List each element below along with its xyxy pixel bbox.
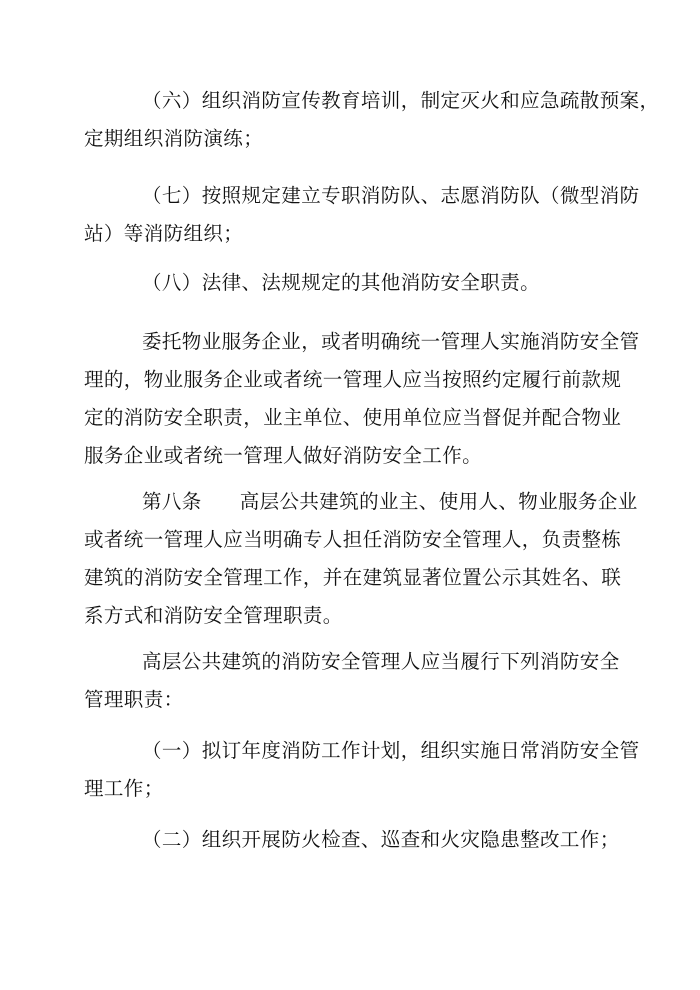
paragraph-manager-duties bbox=[84, 643, 620, 719]
text-line: 建筑的消防安全管理工作，并在建筑显著位置公示其姓名、联 bbox=[84, 566, 622, 589]
text-line: 或者统一管理人应当明确专人担任消防安全管理人，负责整栋 bbox=[84, 528, 622, 551]
paragraph-duty-1 bbox=[84, 732, 640, 808]
text-line: （二）组织开展防火检查、巡查和火灾隐患整改工作； bbox=[142, 828, 620, 851]
paragraph-item-6 bbox=[84, 82, 660, 158]
text-line: （一）拟订年度消防工作计划，组织实施日常消防安全管 bbox=[142, 739, 640, 762]
text-line: 系方式和消防安全管理职责。 bbox=[84, 604, 343, 627]
text-line: 理的，物业服务企业或者统一管理人应当按照约定履行前款规 bbox=[84, 368, 622, 391]
paragraph-item-8 bbox=[84, 264, 604, 302]
text-line: （八）法律、法规规定的其他消防安全职责。 bbox=[142, 271, 541, 294]
text-line: 站）等消防组织； bbox=[84, 222, 244, 245]
text-line: （六）组织消防宣传教育培训，制定灭火和应急疏散预案， bbox=[142, 89, 660, 112]
paragraph-entrust bbox=[84, 323, 640, 475]
text-line: 定期组织消防演练； bbox=[84, 127, 264, 150]
text-line: （七）按照规定建立专职消防队、志愿消防队（微型消防 bbox=[142, 184, 640, 207]
paragraph-duty-2 bbox=[84, 821, 620, 859]
text-line bbox=[84, 483, 638, 521]
text-line: 管理职责： bbox=[84, 688, 184, 711]
text-line: 委托物业服务企业，或者明确统一管理人实施消防安全管 bbox=[142, 330, 640, 353]
article-first-line: 高层公共建筑的业主、使用人、物业服务企业 bbox=[239, 490, 638, 513]
paragraph-article-8 bbox=[84, 483, 638, 635]
text-line: 服务企业或者统一管理人做好消防安全工作。 bbox=[84, 444, 483, 467]
paragraph-item-7 bbox=[84, 177, 640, 253]
text-line: 高层公共建筑的消防安全管理人应当履行下列消防安全 bbox=[142, 650, 620, 673]
text-line: 理工作； bbox=[84, 777, 164, 800]
text-line: 定的消防安全职责，业主单位、使用单位应当督促并配合物业 bbox=[84, 406, 622, 429]
article-label: 第八条 bbox=[142, 490, 202, 513]
